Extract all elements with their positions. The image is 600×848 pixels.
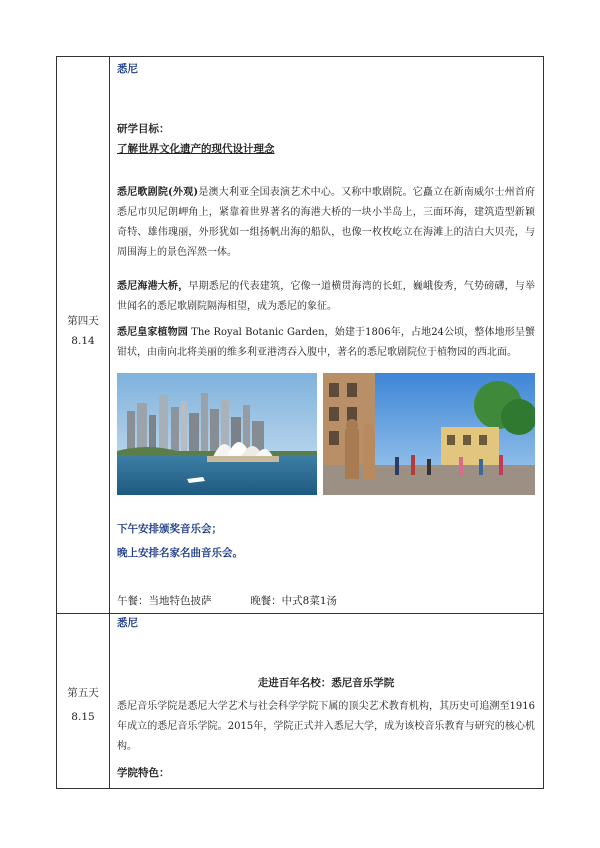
day4-dinner: 晚餐：中式8菜1汤 bbox=[250, 595, 338, 607]
day5-city: 悉尼 bbox=[117, 617, 138, 629]
harbour-bridge-paragraph bbox=[117, 277, 535, 317]
opera-house-photo bbox=[117, 373, 317, 495]
photo-strip bbox=[117, 373, 535, 495]
day4-goal-heading: 研学目标： bbox=[117, 123, 170, 135]
day5-date: 8.15 bbox=[71, 711, 95, 723]
day5-features-heading: 学院特色： bbox=[117, 767, 170, 779]
harbour-bridge-title: 悉尼海港大桥， bbox=[117, 281, 189, 292]
botanic-garden-title: 悉尼皇家植物园 bbox=[117, 327, 188, 338]
column-divider bbox=[109, 57, 110, 788]
day5-label: 第五天 bbox=[67, 687, 99, 699]
day4-city: 悉尼 bbox=[117, 63, 138, 75]
day5-heading: 走进百年名校：悉尼音乐学院 bbox=[257, 677, 395, 689]
opera-house-title: 悉尼歌剧院(外观) bbox=[117, 187, 199, 198]
day4-afternoon: 下午安排颁奖音乐会； bbox=[117, 523, 222, 535]
harbour-bridge-text: 早期悉尼的代表建筑，它像一道横贯海湾的长虹，巍峨俊秀，气势磅礴，与举世闻名的悉尼歌剧院隔海相望，成为悉尼的象征。 bbox=[117, 281, 536, 312]
day4-lunch: 午餐：当地特色披萨 bbox=[117, 595, 212, 607]
day4-goal-text: 了解世界文化遗产的现代设计理念 bbox=[117, 143, 275, 155]
day4-meals bbox=[117, 591, 535, 611]
botanic-garden-paragraph bbox=[117, 323, 535, 363]
opera-house-paragraph bbox=[117, 183, 535, 263]
botanic-garden-text: The Royal Botanic Garden，始建于1806年，占地24公顷，整体地形呈蟹钳状，由南向北将美丽的维多利亚港湾吞入腹中，著名的悉尼歌剧院位于植物园的西北面。 bbox=[117, 327, 536, 358]
day4-label: 第四天 bbox=[67, 315, 99, 327]
day4-evening: 晚上安排名家名曲音乐会。 bbox=[117, 547, 243, 559]
rocks-street-photo bbox=[323, 373, 535, 495]
opera-house-text: 是澳大利亚全国表演艺术中心。又称中歌剧院。它矗立在新南威尔士州首府悉尼市贝尼朗岬角上，紧靠着世界著名的海港大桥的一块小半岛上，三面环海，建筑造型新颖奇特、雄伟瑰丽，外形犹如一组扬帆出海的船队，也像一枚枚屹立在海滩上的洁白大贝壳，与周围海上的景色浑然一体。 bbox=[117, 187, 536, 258]
day5-intro: 悉尼音乐学院是悉尼大学艺术与社会科学学院下属的顶尖艺术教育机构，其历史可追溯至1916年成立的悉尼音乐学院。2015年，学院正式并入悉尼大学，成为该校音乐教育与研究的核心机构。 bbox=[117, 701, 535, 752]
itinerary-table bbox=[56, 56, 544, 789]
day4-date: 8.14 bbox=[71, 335, 95, 347]
